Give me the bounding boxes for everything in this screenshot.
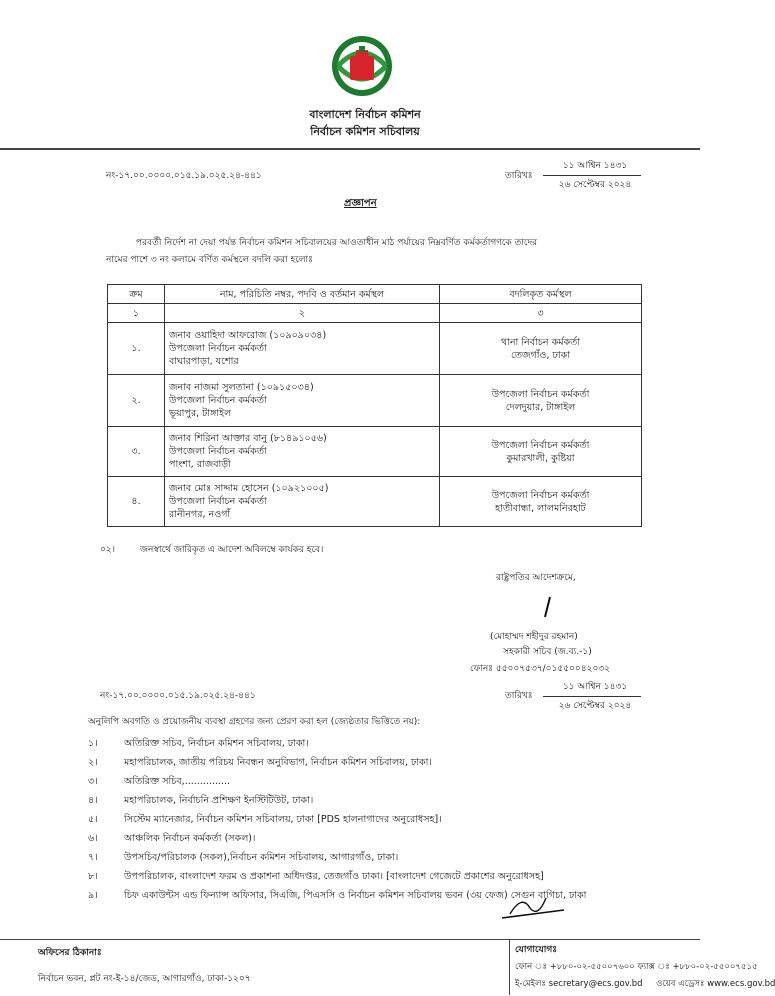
intro-line-1: পরবর্তী নির্দেশ না দেয়া পর্যন্ত নির্বাচন কমিশন সচিবালয়ের আওতাধীন মাঠ পর্যায়ের নিম্নবর্ণিত কর্মকর্তাগণকে তাদের bbox=[136, 238, 538, 248]
new-post-title: উপজেলা নির্বাচন কর্মকর্তা bbox=[491, 439, 590, 451]
footer-email-web: ই-মেইলঃ secretary@ecs.gov.bd ওয়েব এড্রেসঃ www.ecs.gov.bd bbox=[515, 979, 775, 989]
footer-phone-fax: ফোন ঃ +৮৮০-০২-৫৫০০৭৬০০ ফ্যাক্স ঃ +৮৮০-০২-৫৫০০৭৫১৫ bbox=[515, 962, 758, 972]
footer-divider bbox=[509, 939, 510, 995]
copy-date-bangla: ১১ আশ্বিন ১৪৩১ bbox=[562, 682, 628, 692]
row-serial: ৪. bbox=[108, 477, 165, 527]
memo-date-label: তারিখঃ bbox=[505, 171, 533, 181]
row-new-post bbox=[440, 477, 642, 527]
list-item-text: চিফ একাউন্টস এন্ড ফিন্যান্স অফিসার, সিএজি, পিএসসি ও নির্বাচন কমিশন সচিবালয় ভবন (৩য় ফেজ) সেগুন বাগিচা, ঢাকা bbox=[124, 890, 587, 901]
list-item-text: মহাপরিচালক, নির্বাচনি প্রশিক্ষণ ইনস্টিটিউট, ঢাকা। bbox=[124, 795, 314, 806]
new-post-place: দেলদুয়ার, টাঙ্গাইল bbox=[505, 401, 576, 413]
memo-ref-number: নং-১৭.০০.০০০০.০১৫.১৯.০২৫.২৪-৪৪১ bbox=[106, 171, 262, 181]
list-item-number: ৪। bbox=[88, 795, 98, 806]
list-item-number: ২। bbox=[88, 757, 98, 768]
intro-line-2: নামের পাশে ৩ নং কলামে বর্ণিত কর্মস্থলে বদলি করা হলোঃ bbox=[106, 255, 313, 265]
list-item-text: অতিরিক্ত সচিব,............... bbox=[124, 776, 230, 787]
copy-date-gregorian: ২৬ সেপ্টেম্বর ২০২৪ bbox=[558, 701, 632, 711]
row-current-info bbox=[165, 427, 440, 477]
list-item-number: ৯। bbox=[88, 890, 98, 901]
new-post-place: হাতীবান্ধা, লালমনিরহাট bbox=[495, 502, 586, 514]
footer-address: নির্বাচন ভবন, প্লট নং-ই-১৪/জেড, আগারগাঁও, ঢাকা-১২০৭ bbox=[38, 974, 251, 984]
officer-name: জনাব শিরিনা আক্তার বানু (৮১৪৯১০৫৬) bbox=[169, 433, 327, 444]
new-post-title: থানা নির্বাচন কর্মকর্তা bbox=[500, 336, 581, 348]
officer-current-place: রানীনগর, নওগাঁ bbox=[169, 509, 231, 520]
col-num-2: ২ bbox=[165, 304, 440, 323]
officer-name: জনাব নাজমা সুলতানা (১০৯১৫০৩৪) bbox=[169, 382, 314, 393]
officer-designation: উপজেলা নির্বাচন কর্মকর্তা bbox=[169, 446, 267, 457]
list-item-number: ৭। bbox=[88, 852, 98, 863]
table-header-row bbox=[108, 285, 642, 304]
para2-text: জনস্বার্থে জারিকৃত এ আদেশ অবিলম্বে কার্যকর হবে। bbox=[140, 545, 324, 555]
officer-designation: উপজেলা নির্বাচন কর্মকর্তা bbox=[169, 343, 267, 354]
row-current-info bbox=[165, 323, 440, 375]
copy-ref-number: নং-১৭.০০.০০০০.০১৫.১৯.০২৫.২৪-৪৪১ bbox=[100, 691, 256, 701]
secretariat-name: নির্বাচন কমিশন সচিবালয় bbox=[310, 125, 420, 138]
officer-name: জনাব মোঃ সাদ্দাম হোসেন (১০৯২১০০৫) bbox=[169, 483, 329, 494]
signatory-phone: ফোনঃ ৫৫০০৭৫৩৭/০১৫৫০০৪২০৩২ bbox=[470, 664, 611, 674]
row-serial: ২. bbox=[108, 375, 165, 427]
officer-current-place: পাংশা, রাজবাড়ী bbox=[169, 459, 231, 470]
officer-designation: উপজেলা নির্বাচন কর্মকর্তা bbox=[169, 496, 267, 507]
officer-current-place: ভূয়াপুর, টাঙ্গাইল bbox=[169, 408, 232, 419]
row-new-post bbox=[440, 323, 642, 375]
copy-date-divider bbox=[543, 696, 641, 697]
list-item-text: আঞ্চলিক নির্বাচন কর্মকর্তা (সকল)। bbox=[124, 833, 256, 844]
row-current-info bbox=[165, 477, 440, 527]
row-serial: ১. bbox=[108, 323, 165, 375]
table-row bbox=[108, 427, 642, 477]
order-by-text: রাষ্ট্রপতির আদেশক্রমে, bbox=[496, 573, 576, 583]
second-signature-mark bbox=[500, 888, 566, 924]
table-row bbox=[108, 375, 642, 427]
emblem-logo bbox=[330, 34, 394, 98]
header-divider bbox=[0, 148, 700, 150]
row-new-post bbox=[440, 427, 642, 477]
new-post-title: উপজেলা নির্বাচন কর্মকর্তা bbox=[491, 489, 590, 501]
signature-mark bbox=[540, 596, 556, 618]
memo-date-gregorian: ২৬ সেপ্টেম্বর ২০২৪ bbox=[558, 180, 632, 190]
para2-number: ০২। bbox=[100, 545, 115, 555]
list-item-number: ১। bbox=[88, 738, 98, 749]
memo-title: প্রজ্ঞাপন bbox=[344, 198, 377, 209]
signatory-name: (মোহাম্মদ শহীদুর রহমান) bbox=[490, 632, 578, 642]
col-num-1: ১ bbox=[108, 304, 165, 323]
list-item-number: ৫। bbox=[88, 814, 98, 825]
col-header-serial: ক্রম bbox=[108, 285, 165, 304]
col-num-3: ৩ bbox=[440, 304, 642, 323]
footer-address-label: অফিসের ঠিকানাঃ bbox=[38, 948, 102, 958]
officer-current-place: বাঘারপাড়া, যশোর bbox=[169, 356, 239, 367]
row-new-post bbox=[440, 375, 642, 427]
new-post-place: তেজগাঁও, ঢাকা bbox=[510, 349, 571, 361]
signatory-designation: সহকারী সচিব (জ.ব্য.-১) bbox=[503, 647, 592, 657]
table-row bbox=[108, 477, 642, 527]
new-post-place: কুমারখালী, কুষ্টিয়া bbox=[506, 452, 575, 464]
officer-name: জনাব ওয়াহিদা আফরোজ (১০৯০৯০৩৪) bbox=[169, 330, 327, 341]
officer-designation: উপজেলা নির্বাচন কর্মকর্তা bbox=[169, 395, 267, 406]
col-header-new-post: বদলিকৃত কর্মস্থল bbox=[440, 285, 642, 304]
list-item-text: উপসচিব/পরিচালক (সকল),নির্বাচন কমিশন সচিবালয়, আগারগাঁও, ঢাকা। bbox=[124, 852, 399, 863]
row-serial: ৩. bbox=[108, 427, 165, 477]
transfer-table bbox=[107, 284, 642, 527]
copy-date-label: তারিখঃ bbox=[505, 691, 533, 701]
list-item-number: ৬। bbox=[88, 833, 98, 844]
col-header-current: নাম, পরিচিতি নম্বর, পদবি ও বর্তমান কর্মস্থল bbox=[165, 285, 440, 304]
copy-intro: অনুলিপি অবগতি ও প্রয়োজনীয় ব্যবস্থা গ্রহণের জন্য প্রেরণ করা হল (জ্যেষ্ঠতার ভিত্তিতে নয়): bbox=[88, 717, 421, 727]
table-colnum-row bbox=[108, 304, 642, 323]
row-current-info bbox=[165, 375, 440, 427]
table-row bbox=[108, 323, 642, 375]
list-item-text: সিস্টেম ম্যানেজার, নির্বাচন কমিশন সচিবালয়, ঢাকা [PDS হালনাগাদের অনুরোধসহ]। bbox=[124, 814, 442, 825]
new-post-title: উপজেলা নির্বাচন কর্মকর্তা bbox=[491, 388, 590, 400]
list-item-number: ৮। bbox=[88, 871, 98, 882]
list-item-text: অতিরিক্ত সচিব, নির্বাচন কমিশন সচিবালয়, ঢাকা। bbox=[124, 738, 309, 749]
footer-contact-label: যোগাযোগঃ bbox=[515, 945, 558, 955]
org-name: বাংলাদেশ নির্বাচন কমিশন bbox=[309, 108, 421, 121]
list-item-text: মহাপরিচালক, জাতীয় পরিচয় নিবন্ধন অনুবিভাগ, নির্বাচন কমিশন সচিবালয়, ঢাকা। bbox=[124, 757, 432, 768]
list-item-number: ৩। bbox=[88, 776, 98, 787]
date-divider-line bbox=[543, 175, 641, 176]
memo-date-bangla: ১১ আশ্বিন ১৪৩১ bbox=[562, 161, 628, 171]
list-item-text: উপপরিচালক, বাংলাদেশ ফরম ও প্রকাশনা অধিদপ্তর, তেজগাঁও ঢাকা। [বাংলাদেশ গেজেটে প্রকাশের অনুরোধসহ] bbox=[124, 871, 544, 882]
